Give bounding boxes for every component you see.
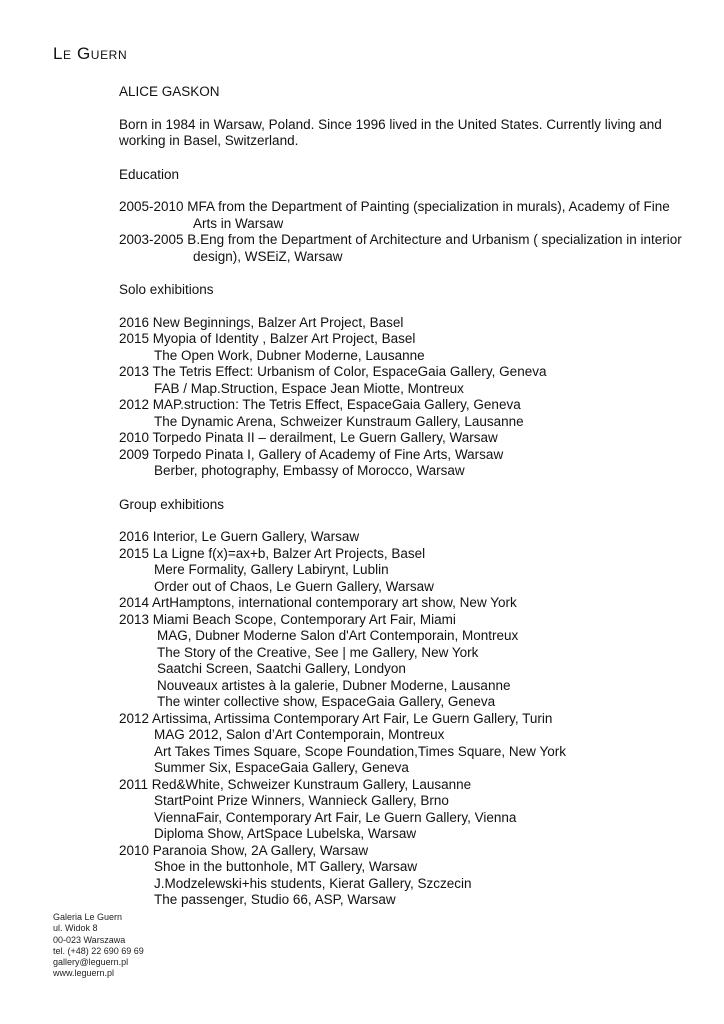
exhibition-entry: The Dynamic Arena, Schweizer Kunstraum Gallery, Lausanne <box>154 413 524 429</box>
cv-content <box>119 84 694 926</box>
exhibition-entry: The winter collective show, EspaceGaia Gallery, Geneva <box>157 694 496 709</box>
exhibition-entry: Nouveaux artistes à la galerie, Dubner Moderne, Lausanne <box>157 677 511 693</box>
gallery-logo: Le Guern <box>53 44 128 63</box>
exhibition-entry: Art Takes Times Square, Scope Foundation,Times Square, New York <box>154 743 566 759</box>
exhibition-entry: 2015 Myopia of Identity , Balzer Art Project, Basel <box>119 331 416 346</box>
exhibition-entry: MAG 2012, Salon d’Art Contemporain, Montreux <box>154 727 445 742</box>
solo-exhibitions-heading: Solo exhibitions <box>119 282 214 297</box>
gallery-contact-footer <box>53 912 144 980</box>
education-list <box>119 199 694 265</box>
exhibition-entry: ViennaFair, Contemporary Art Fair, Le Guern Gallery, Vienna <box>154 809 517 825</box>
exhibition-entry: 2012 Artissima, Artissima Contemporary Art Fair, Le Guern Gallery, Turin <box>119 710 553 726</box>
exhibition-entry: Order out of Chaos, Le Guern Gallery, Warsaw <box>154 578 434 594</box>
exhibition-entry: The Story of the Creative, See | me Gallery, New York <box>157 644 479 660</box>
education-entry: 2005-2010 MFA from the Department of Painting (specialization in murals), Academy of Fine Arts in Warsaw <box>119 199 670 231</box>
gallery-email: gallery@leguern.pl <box>53 957 129 968</box>
exhibition-entry: Diploma Show, ArtSpace Lubelska, Warsaw <box>154 826 417 841</box>
exhibition-entry: StartPoint Prize Winners, Wannieck Gallery, Brno <box>154 793 449 808</box>
exhibition-entry: Mere Formality, Gallery Labirynt, Lublin <box>154 562 389 577</box>
gallery-phone: tel. (+48) 22 690 69 69 <box>53 945 144 956</box>
solo-exhibitions-list <box>119 315 694 480</box>
education-entry: 2003-2005 B.Eng from the Department of Architecture and Urbanism ( specialization in interior design), WSEiZ, Warsaw <box>119 232 682 264</box>
gallery-street: ul. Widok 8 <box>53 923 98 934</box>
artist-name: ALICE GASKON <box>119 84 220 99</box>
gallery-website: www.leguern.pl <box>53 968 115 979</box>
exhibition-entry: 2013 The Tetris Effect: Urbanism of Color, EspaceGaia Gallery, Geneva <box>119 364 547 379</box>
exhibition-entry: The passenger, Studio 66, ASP, Warsaw <box>154 892 396 907</box>
biography: Born in 1984 in Warsaw, Poland. Since 1996 lived in the United States. Currently living and working in Basel, Switzerland. <box>119 116 662 148</box>
exhibition-entry: 2016 Interior, Le Guern Gallery, Warsaw <box>119 529 360 544</box>
exhibition-entry: 2011 Red&White, Schweizer Kunstraum Gallery, Lausanne <box>119 776 472 792</box>
exhibition-entry: The Open Work, Dubner Moderne, Lausanne <box>154 347 425 363</box>
exhibition-entry: FAB / Map.Struction, Espace Jean Miotte, Montreux <box>154 380 464 396</box>
education-heading: Education <box>119 166 180 182</box>
exhibition-entry: 2010 Torpedo Pinata II – derailment, Le Guern Gallery, Warsaw <box>119 430 498 445</box>
exhibition-entry: Berber, photography, Embassy of Morocco, Warsaw <box>154 463 465 478</box>
exhibition-entry: 2013 Miami Beach Scope, Contemporary Art Fair, Miami <box>119 611 456 627</box>
exhibition-entry: 2014 ArtHamptons, international contemporary art show, New York <box>119 595 517 610</box>
exhibition-entry: Summer Six, EspaceGaia Gallery, Geneva <box>154 760 409 775</box>
exhibition-entry: 2009 Torpedo Pinata I, Gallery of Academy of Fine Arts, Warsaw <box>119 446 504 462</box>
gallery-name: Galeria Le Guern <box>53 912 123 922</box>
group-exhibitions-heading: Group exhibitions <box>119 496 225 512</box>
exhibition-entry: 2015 La Ligne f(x)=ax+b, Balzer Art Projects, Basel <box>119 545 426 561</box>
gallery-city: 00-023 Warszawa <box>53 934 126 945</box>
exhibition-entry: J.Modzelewski+his students, Kierat Gallery, Szczecin <box>154 875 472 891</box>
exhibition-entry: MAG, Dubner Moderne Salon d'Art Contemporain, Montreux <box>157 628 519 643</box>
exhibition-entry: 2016 New Beginnings, Balzer Art Project, Basel <box>119 314 404 330</box>
exhibition-entry: Saatchi Screen, Saatchi Gallery, Londyon <box>157 661 406 676</box>
exhibition-entry: 2012 MAP.struction: The Tetris Effect, EspaceGaia Gallery, Geneva <box>119 397 521 412</box>
exhibition-entry: 2010 Paranoia Show, 2A Gallery, Warsaw <box>119 842 369 858</box>
group-exhibitions-list <box>119 529 694 909</box>
exhibition-entry: Shoe in the buttonhole, MT Gallery, Warsaw <box>154 859 418 874</box>
